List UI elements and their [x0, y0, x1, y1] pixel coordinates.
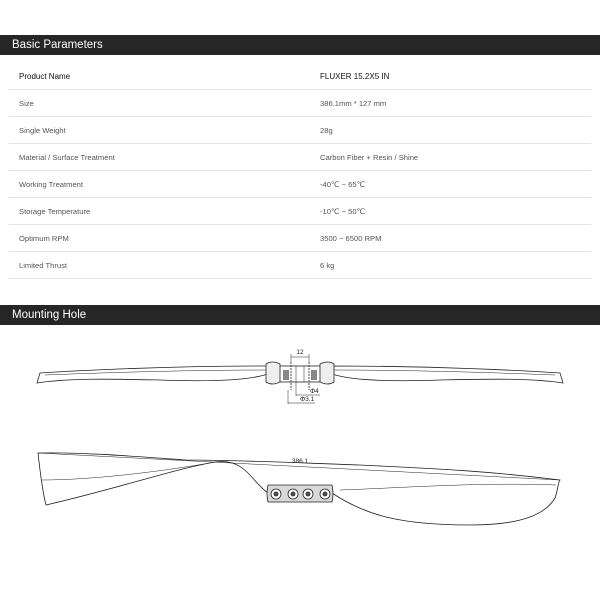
basic-parameters-header — [0, 35, 600, 55]
propeller-technical-drawing — [0, 330, 600, 600]
basic-parameters-title: Basic Parameters — [12, 39, 103, 51]
param-value: Carbon Fiber + Resin / Shine — [320, 153, 419, 162]
param-label: Working Treatment — [19, 180, 84, 189]
mounting-hole-center — [291, 492, 295, 496]
mounting-hole-center — [274, 492, 278, 496]
param-value: 386.1mm * 127 mm — [320, 99, 387, 108]
param-label: Size — [19, 99, 34, 108]
param-value: 3500 ~ 6500 RPM — [320, 234, 382, 243]
param-value: -40℃ ~ 65℃ — [320, 180, 366, 189]
table-row — [9, 171, 591, 198]
top-view-trailing-edge — [340, 484, 556, 490]
side-view-left-blade — [37, 366, 268, 383]
top-view-leading-edge — [42, 462, 215, 480]
table-row — [9, 225, 591, 252]
side-view-right-blade — [332, 366, 563, 383]
mounting-hole-title: Mounting Hole — [12, 309, 87, 321]
propeller-side-view — [37, 362, 563, 390]
mounting-hole-center — [306, 492, 310, 496]
hub-hatch — [283, 370, 289, 380]
param-label: Single Weight — [19, 126, 66, 135]
param-value: -10℃ ~ 50℃ — [320, 207, 366, 216]
mounting-hole-center — [323, 492, 327, 496]
parameters-table — [9, 63, 591, 279]
table-row — [9, 144, 591, 171]
hub-hatch — [311, 370, 317, 380]
hub-left-clamp — [266, 362, 280, 384]
param-label: Material / Surface Treatment — [19, 153, 115, 162]
hub-right-clamp — [320, 362, 334, 384]
dim-label-12: 12 — [296, 349, 304, 356]
param-value: 6 kg — [320, 261, 335, 270]
dim-label-phi4: Φ4 — [310, 388, 319, 395]
param-value: FLUXER 15.2X5 IN — [320, 72, 390, 81]
dim-label-phi31: Φ3.1 — [300, 396, 315, 403]
param-label: Product Name — [19, 72, 71, 81]
table-row — [9, 252, 591, 279]
table-row — [9, 63, 591, 90]
param-value: 28g — [320, 126, 333, 135]
param-label: Optimum RPM — [19, 234, 69, 243]
param-label: Limited Thrust — [19, 261, 67, 270]
table-row — [9, 198, 591, 225]
table-row — [9, 117, 591, 144]
table-row — [9, 90, 591, 117]
dim-label-length: 386.1 — [291, 458, 309, 465]
param-label: Storage Temperature — [19, 207, 91, 216]
mounting-hole-header — [0, 305, 600, 325]
